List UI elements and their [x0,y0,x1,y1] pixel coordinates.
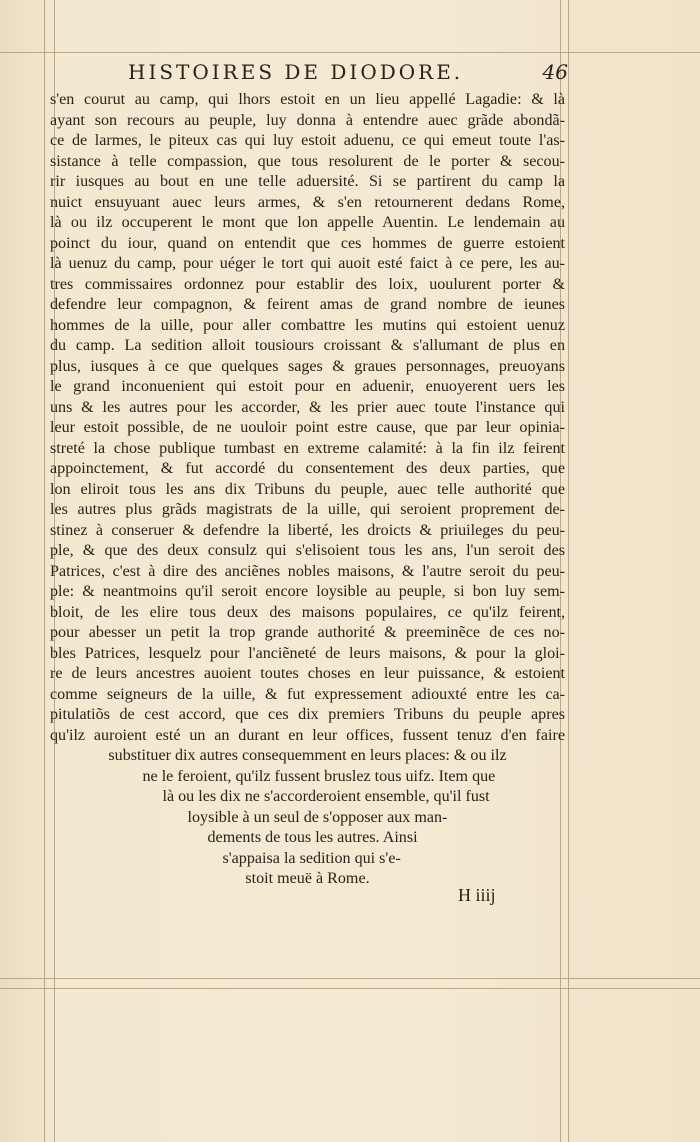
text-line: tres commissaires ordonnez pour establir des loix, uoulurent porter & [50,275,565,293]
text-line: defendre leur compagnon, & feirent amas de grand nombre de ieunes [50,296,565,313]
text-line: uns & les autres pour les accorder, & les prier auec toute l'instance qui [50,398,565,416]
page-number: 46 [542,60,568,84]
text-line: là ou les dix ne s'accorderoient ensemble, qu'il fust [162,788,490,805]
text-line: pitulatiõs de cest accord, que ces dix premiers Tribuns du peuple apres [50,706,565,723]
text-line: dements de tous les autres. Ainsi [207,829,418,846]
text-line: re de leurs ancestres auoient toutes choses en leur puissance, & estoient [50,665,565,682]
text-line: là ou ilz occuperent le mont que lon appelle Auentin. Le lendemain au [50,214,565,231]
text-line: plus, iusques à ce que quelques sages & graues personnages, preuoyans [50,357,565,375]
text-line: ple: & neantmoins qu'il seroit encore loysible au peuple, si bon luy sem- [50,583,565,600]
text-line: stoit meuë à Rome. [245,870,370,887]
text-line: hommes de la uille, pour aller combattre les mutins qui estoient uenuz [50,316,565,334]
text-line: ple, & que des deux consulz qui s'elisoient tous les ans, l'un seroit des [50,542,565,559]
text-line: stinez à conseruer & defendre la liberté, les droicts & priuileges du peu- [50,521,565,539]
text-line: Patrices, c'est à dire des anciẽnes nobles maisons, & l'autre seroit du peu- [50,562,565,580]
ruled-line [44,0,45,1142]
text-line: substituer dix autres consequemment en leurs places: & ou ilz [108,747,507,764]
text-line: les autres plus grãds magistrats de la uille, qui seroient proprement de- [50,501,565,518]
text-line: s'appaisa la sedition qui s'e- [222,849,401,867]
text-line: ce de larmes, le piteux cas qui luy estoit aduenu, ce qui emeut toute l'as- [50,132,565,149]
ruled-line [568,0,569,1142]
text-line: pour abesser un petit la trop grande authorité & preeminẽce de ces no- [50,624,565,641]
text-line: du camp. La sedition alloit tousiours croissant & s'allumant de plus en [50,337,565,354]
text-line: nuict ensuyuant auec leurs armes, & s'en retournerent dedans Rome, [50,193,565,211]
text-line: le grand inconuenient qui estoit pour en aduenir, enuoyerent uers les [50,378,565,395]
text-line: appoinctement, & fut accordé du consentement des deux parties, que [50,460,565,477]
ruled-line [0,52,700,53]
text-line: ne le feroient, qu'ilz fussent bruslez tous uifz. Item que [142,767,496,785]
text-line: leur estoit possible, de ne uouloir point estre cause, que par leur opinia- [50,419,565,436]
text-line: bles Patrices, lesquelz pour l'anciẽneté de leurs maisons, & pour la gloi- [50,644,565,662]
text-line: poinct du iour, quand on entendit que ces hommes de guerre estoient [50,234,565,252]
text-line: bloit, de les elire tous deux des maisons populaires, ce qu'ilz feirent, [50,603,565,621]
running-title: HISTOIRES DE DIODORE. [128,60,464,84]
body-text [50,90,565,890]
text-line: streté la chose publique tumbast en extreme calamité: à la fin ilz feirent [50,439,565,457]
text-line: comme seigneurs de la uille, & fut expressement adiouxté entre les ca- [50,685,565,703]
ruled-line [0,978,700,979]
signature-mark: H iiij [458,885,496,905]
text-line: sistance à telle compassion, que tous resolurent de le porter & secou- [50,152,565,170]
text-line: rir iusques au bout en une telle aduersité. Si se partirent du camp la [50,173,565,190]
text-line: ayant son recours au peuple, luy donna à entendre auec grãde abondã- [50,111,565,129]
ruled-line [0,988,700,989]
text-line: là uenuz du camp, pour uéger le tort qui auoit esté faict à ce pere, les au- [50,255,565,272]
text-line: loysible à un seul de s'opposer aux man- [187,808,448,826]
text-line: s'en courut au camp, qui lhors estoit en un lieu appellé Lagadie: & là [50,91,565,108]
text-line: qu'ilz auroient esté un an durant en leur offices, fussent tenuz d'en faire [50,726,565,744]
text-line: lon eliroit tous les ans dix Tribuns du peuple, auec telle authorité que [50,480,565,498]
page-header [128,60,568,90]
